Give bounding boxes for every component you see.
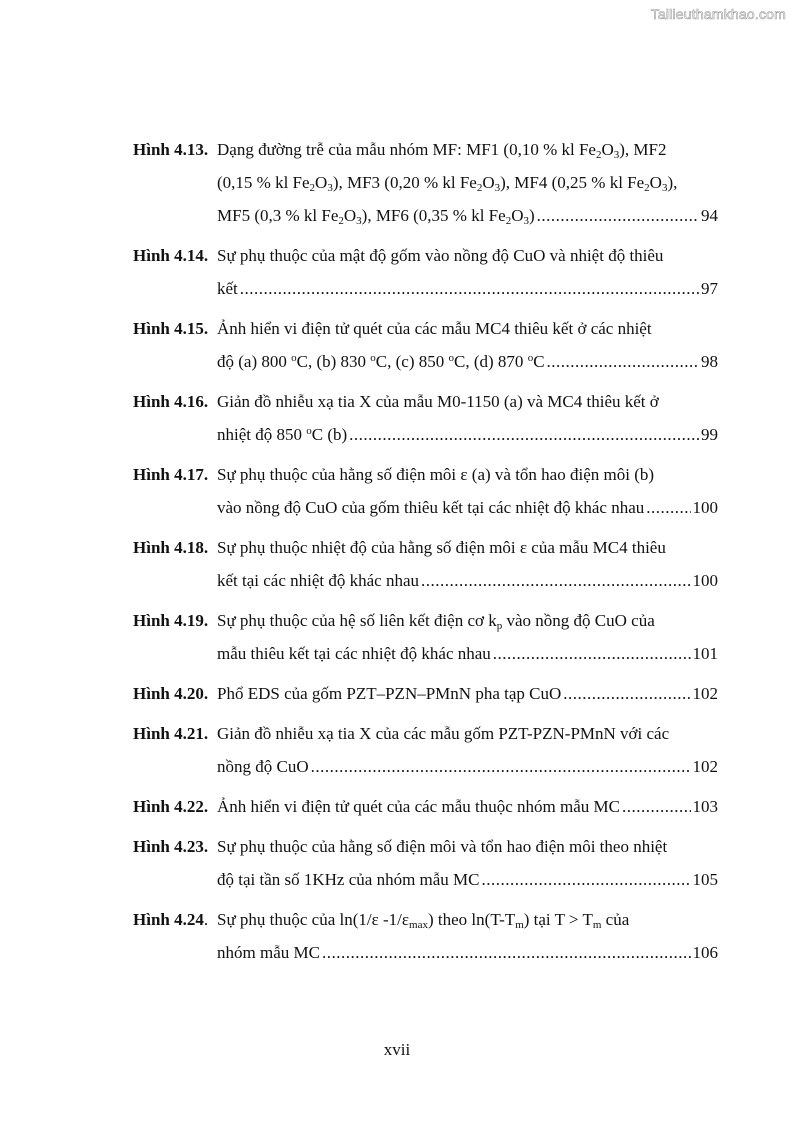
figure-label: Hình 4.18. — [133, 538, 209, 557]
figure-label: Hình 4.15. — [133, 319, 209, 338]
dot-leader — [421, 564, 690, 597]
page-ref: 105 — [692, 870, 718, 889]
caption-line: vào nồng độ CuO của gốm thiêu kết tại các nhiệt độ khác nhau — [217, 498, 645, 517]
figure-label: Hình 4.16. — [133, 392, 209, 411]
toc-entry — [133, 239, 718, 305]
caption-last-line — [217, 272, 718, 305]
page-ref: 106 — [692, 943, 718, 962]
dot-leader — [622, 790, 691, 823]
caption-line: Sự phụ thuộc của ln(1/ε $-1/\varepsilon_{max}$) theo $\ln(T-T_m)$ tại $T > T_m$ của — [217, 910, 630, 931]
caption-line: Dạng đường trễ của mẫu nhóm MF: MF1 (0,10 % kl $Fe_2O_3$), MF2 — [217, 140, 667, 161]
toc-entry — [133, 531, 718, 597]
page-ref: 97 — [701, 279, 718, 298]
dot-leader — [537, 199, 699, 232]
caption-line: mẫu thiêu kết tại các nhiệt độ khác nhau — [217, 644, 491, 663]
page-ref: 99 — [701, 425, 718, 444]
caption-line: Sự phụ thuộc của hệ số liên kết điện cơ $k_p$ vào nồng độ CuO của — [217, 611, 655, 632]
figure-label: Hình 4.14. — [133, 246, 209, 265]
dot-leader — [322, 936, 691, 969]
figure-label: Hình 4.21. — [133, 724, 209, 743]
page-ref: 98 — [701, 352, 718, 371]
caption-line: Giản đồ nhiễu xạ tia X của mẫu M0-1150 (a) và MC4 thiêu kết ở — [217, 392, 659, 411]
page-ref: 102 — [692, 684, 718, 703]
caption-line: kết — [217, 279, 238, 298]
caption-last-line — [217, 863, 718, 896]
toc-entry — [133, 903, 718, 969]
caption-last-line — [217, 418, 718, 451]
toc-entry — [133, 717, 718, 783]
caption-line: Sự phụ thuộc nhiệt độ của hằng số điện môi ε của mẫu MC4 thiêu — [217, 538, 666, 557]
caption-line: nhiệt độ 850 $^o$C (b) — [217, 425, 348, 444]
caption-line: Ảnh hiển vi điện tử quét của các mẫu thuộc nhóm mẫu MC — [217, 797, 620, 816]
caption-line: nhóm mẫu MC — [217, 943, 320, 962]
figure-label: Hình 4.23. — [133, 837, 209, 856]
page-ref: 102 — [692, 757, 718, 776]
toc-entry — [133, 830, 718, 896]
dot-leader — [240, 272, 699, 305]
page-ref: 94 — [701, 206, 718, 225]
toc-entry — [133, 385, 718, 451]
figure-label: Hình 4.19. — [133, 611, 209, 630]
caption-line: độ tại tần số 1KHz của nhóm mẫu MC — [217, 870, 480, 889]
dot-leader — [563, 677, 690, 710]
figure-label: Hình 4.17. — [133, 465, 209, 484]
caption-last-line — [217, 637, 718, 670]
list-of-figures — [133, 133, 718, 976]
caption-last-line — [217, 199, 718, 232]
dot-leader — [482, 863, 691, 896]
caption-last-line — [217, 345, 718, 378]
toc-entry — [133, 677, 718, 710]
figure-label: Hình 4.22. — [133, 797, 209, 816]
figure-label: Hình 4.24. — [133, 910, 209, 929]
page-ref: 100 — [692, 571, 718, 590]
dot-leader — [493, 637, 691, 670]
caption-last-line — [217, 790, 718, 823]
toc-entry — [133, 604, 718, 670]
page-ref: 101 — [692, 644, 718, 663]
caption-last-line — [217, 564, 718, 597]
dot-leader — [349, 418, 699, 451]
caption-last-line — [217, 677, 718, 710]
caption-line: Giản đồ nhiễu xạ tia X của các mẫu gốm PZT-PZN-PMnN với các — [217, 724, 670, 743]
page-number: xvii — [383, 1040, 411, 1059]
caption-line: nồng độ CuO — [217, 757, 309, 776]
caption-line: (0,15 % kl $Fe_2O_3$), MF3 (0,20 % kl $Fe_2O_3$), MF4 (0,25 % kl $Fe_2O_3$), — [217, 173, 678, 194]
toc-entry — [133, 458, 718, 524]
caption-last-line — [217, 936, 718, 969]
caption-last-line — [217, 491, 718, 524]
dot-leader — [311, 750, 691, 783]
caption-line: MF5 (0,3 % kl $Fe_2O_3$), MF6 (0,35 % kl $Fe_2O_3$) — [217, 206, 535, 227]
caption-line: kết tại các nhiệt độ khác nhau — [217, 571, 420, 590]
dot-leader — [547, 345, 699, 378]
page-ref: 103 — [692, 797, 718, 816]
dot-leader — [646, 491, 690, 524]
toc-entry — [133, 312, 718, 378]
figure-label: Hình 4.20. — [133, 684, 209, 703]
caption-line: Ảnh hiển vi điện tử quét của các mẫu MC4 thiêu kết ở các nhiệt — [217, 319, 652, 338]
caption-line: Sự phụ thuộc của hằng số điện môi ε (a) và tổn hao điện môi (b) — [217, 465, 655, 484]
toc-entry — [133, 133, 718, 232]
toc-entry — [133, 790, 718, 823]
caption-line: Phổ EDS của gốm PZT–PZN–PMnN pha tạp CuO — [217, 684, 562, 703]
watermark: Tailieuthamkhao.com — [650, 6, 786, 22]
caption-line: độ (a) 800 $^o$C, (b) 830 $^o$C, (c) 850 $^o$C, (d) 870 $^o$C — [217, 352, 545, 371]
figure-label: Hình 4.13. — [133, 140, 209, 159]
caption-last-line — [217, 750, 718, 783]
page-ref: 100 — [692, 498, 718, 517]
caption-line: Sự phụ thuộc của mật độ gốm vào nồng độ CuO và nhiệt độ thiêu — [217, 246, 664, 265]
caption-line: Sự phụ thuộc của hằng số điện môi và tổn hao điện môi theo nhiệt — [217, 837, 668, 856]
